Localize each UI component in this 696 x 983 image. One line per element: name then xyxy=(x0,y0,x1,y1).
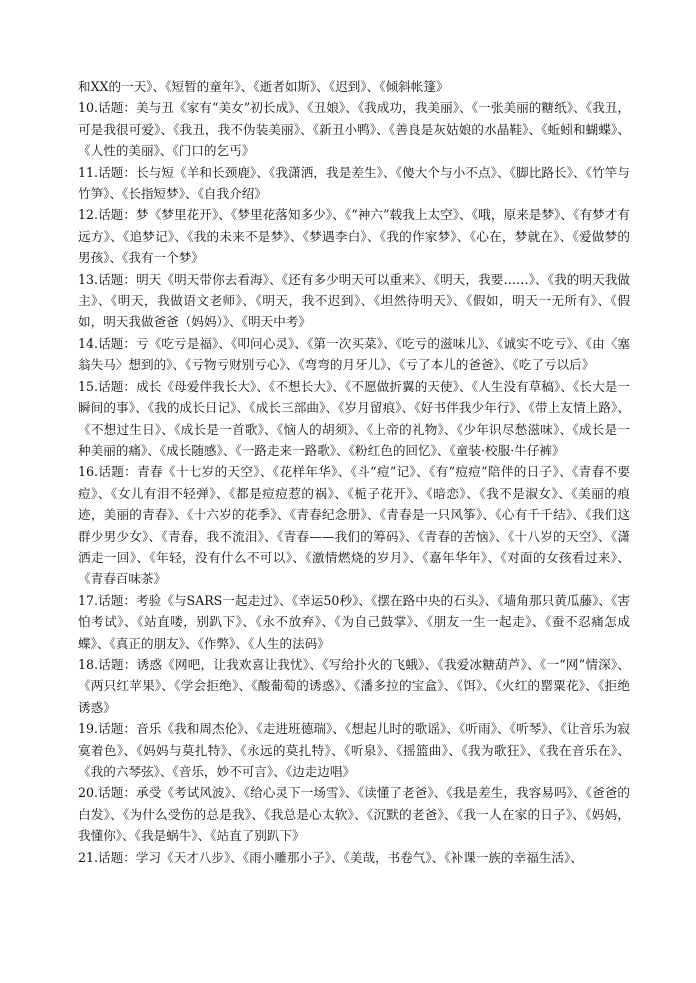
paragraph-topic-14: 14.话题：亏《吃亏是福》、《叩问心灵》、《第一次买菜》、《吃亏的滋味儿》、《诚实不吃亏》、《由〈塞翁失马〉想到的》、《亏物亏财别亏心》、《弯弯的月牙儿》、《亏了本儿的爸爸》、《吃了亏以后》 xyxy=(78,335,630,373)
paragraph-topic-13: 13.话题：明天《明天带你去看海》、《还有多少明天可以重来》、《明天，我要……》、《我的明天我做主》、《明天，我做语文老师》、《明天，我不迟到》、《坦然待明天》、《假如，明天一无所有》、《假如，明天我做爸爸（妈妈）》、《明天中考》 xyxy=(78,271,630,330)
paragraph-continuation: 和XX的一天》、《短暂的童年》、《逝者如斯》、《迟到》、《倾斜帐篷》 xyxy=(78,79,449,94)
paragraph-topic-20: 20.话题：承受《考试风波》、《给心灵下一场雪》、《读懂了老爸》、《我是差生，我容易吗》、《爸爸的白发》、《为什么受伤的总是我》、《我总是心太软》、《沉默的老爸》、《我一人在家的日子》、《妈妈，我懂你》、《我是蜗牛》、《站直了别趴下》 xyxy=(78,785,630,844)
document-page xyxy=(78,76,630,868)
paragraph-topic-19: 19.话题：音乐《我和周杰伦》、《走进班德瑞》、《想起儿时的歌谣》、《听雨》、《听琴》、《让音乐为寂寞着色》、《妈妈与莫扎特》、《永远的莫扎特》、《听泉》、《摇篮曲》、《我为歌狂》、《我在音乐在》、《我的六琴弦》、《音乐，妙不可言》、《边走边唱》 xyxy=(78,721,630,779)
paragraph-topic-21: 21.话题：学习《天才八步》、《雨小雕那小子》、《美哉，书卷气》、《补课一族的幸福生活》、 xyxy=(78,849,583,865)
paragraph-topic-18: 18.话题：诱惑《网吧，让我欢喜让我忧》、《写给扑火的飞蛾》、《我爱冰糖葫芦》、《一“网”情深》、《两只红苹果》、《学会拒绝》、《酸葡萄的诱惑》、《潘多拉的宝盒》、《饵》、《火红的罂粟花》、《拒绝诱惑》 xyxy=(78,656,630,715)
paragraph-topic-16: 16.话题：青春《十七岁的天空》、《花样年华》、《斗“痘”记》、《有“痘痘”陪伴的日子》、《青春不要痘》、《女儿有泪不轻弹》、《都是痘痘惹的祸》、《栀子花开》、《暗恋》、《我不是淑女》、《美丽的痕迹，美丽的青春》、《十六岁的花季》、《青春纪念册》、《青春是一只风筝》、《心有千千结》、《我们这群少男少女》、《青春，我不流泪》、《青春——我们的筹码》、《青春的苦恼》、《十八岁的天空》、《潇洒走一回》、《年轻，没有什么不可以》、《激情燃烧的岁月》、《嘉年华年》、《对面的女孩看过来》、《青春百味茶》 xyxy=(78,464,630,587)
paragraph-topic-17: 17.话题：考验《与SARS一起走过》、《幸运50秒》、《摆在路中央的石头》、《墙角那只黄瓜藤》、《害怕考试》、《站直喽，别趴下》、《永不放弃》、《为自己鼓掌》、《朋友一生一起走》、《蚕不忍痛怎成蝶》、《真正的朋友》、《作弊》、《人生的法码》 xyxy=(78,592,630,651)
paragraph-topic-10: 10.话题：美与丑《家有“美女”初长成》、《丑娘》、《我成功，我美丽》、《一张美丽的糖纸》、《我丑，可是我很可爱》、《我丑，我不伪装美丽》、《新丑小鸭》、《善良是灰姑娘的水晶鞋》、《蚯蚓和蝴蝶》、《人性的美丽》、《门口的乞丐》 xyxy=(78,100,630,159)
paragraph-topic-11: 11.话题：长与短《羊和长颈鹿》、《我潇洒，我是差生》、《傻大个与小不点》、《脚比路长》、《竹竿与竹笋》、《长指短梦》、《自我介绍》 xyxy=(78,164,630,202)
paragraph-topic-12: 12.话题：梦《梦里花开》、《梦里花落知多少》、《“神六”载我上太空》、《哦，原来是梦》、《有梦才有远方》、《追梦记》、《我的未来不是梦》、《梦遇李白》、《我的作家梦》、《心在，梦就在》、《爱做梦的男孩》、《我有一个梦》 xyxy=(78,207,630,266)
paragraph-topic-15: 15.话题：成长《母爱伴我长大》、《不想长大》、《不愿做折翼的天使》、《人生没有草稿》、《长大是一瞬间的事》、《我的成长日记》、《成长三部曲》、《岁月留痕》、《好书伴我少年行》、《带上友情上路》、《不想过生日》、《成长是一首歌》、《恼人的胡须》、《上帝的礼物》、《少年识尽愁滋味》、《成长是一种美丽的痛》、《成长随感》、《一路走来一路歌》、《粉红色的回忆》、《童装·校服·牛仔裤》 xyxy=(78,378,630,458)
